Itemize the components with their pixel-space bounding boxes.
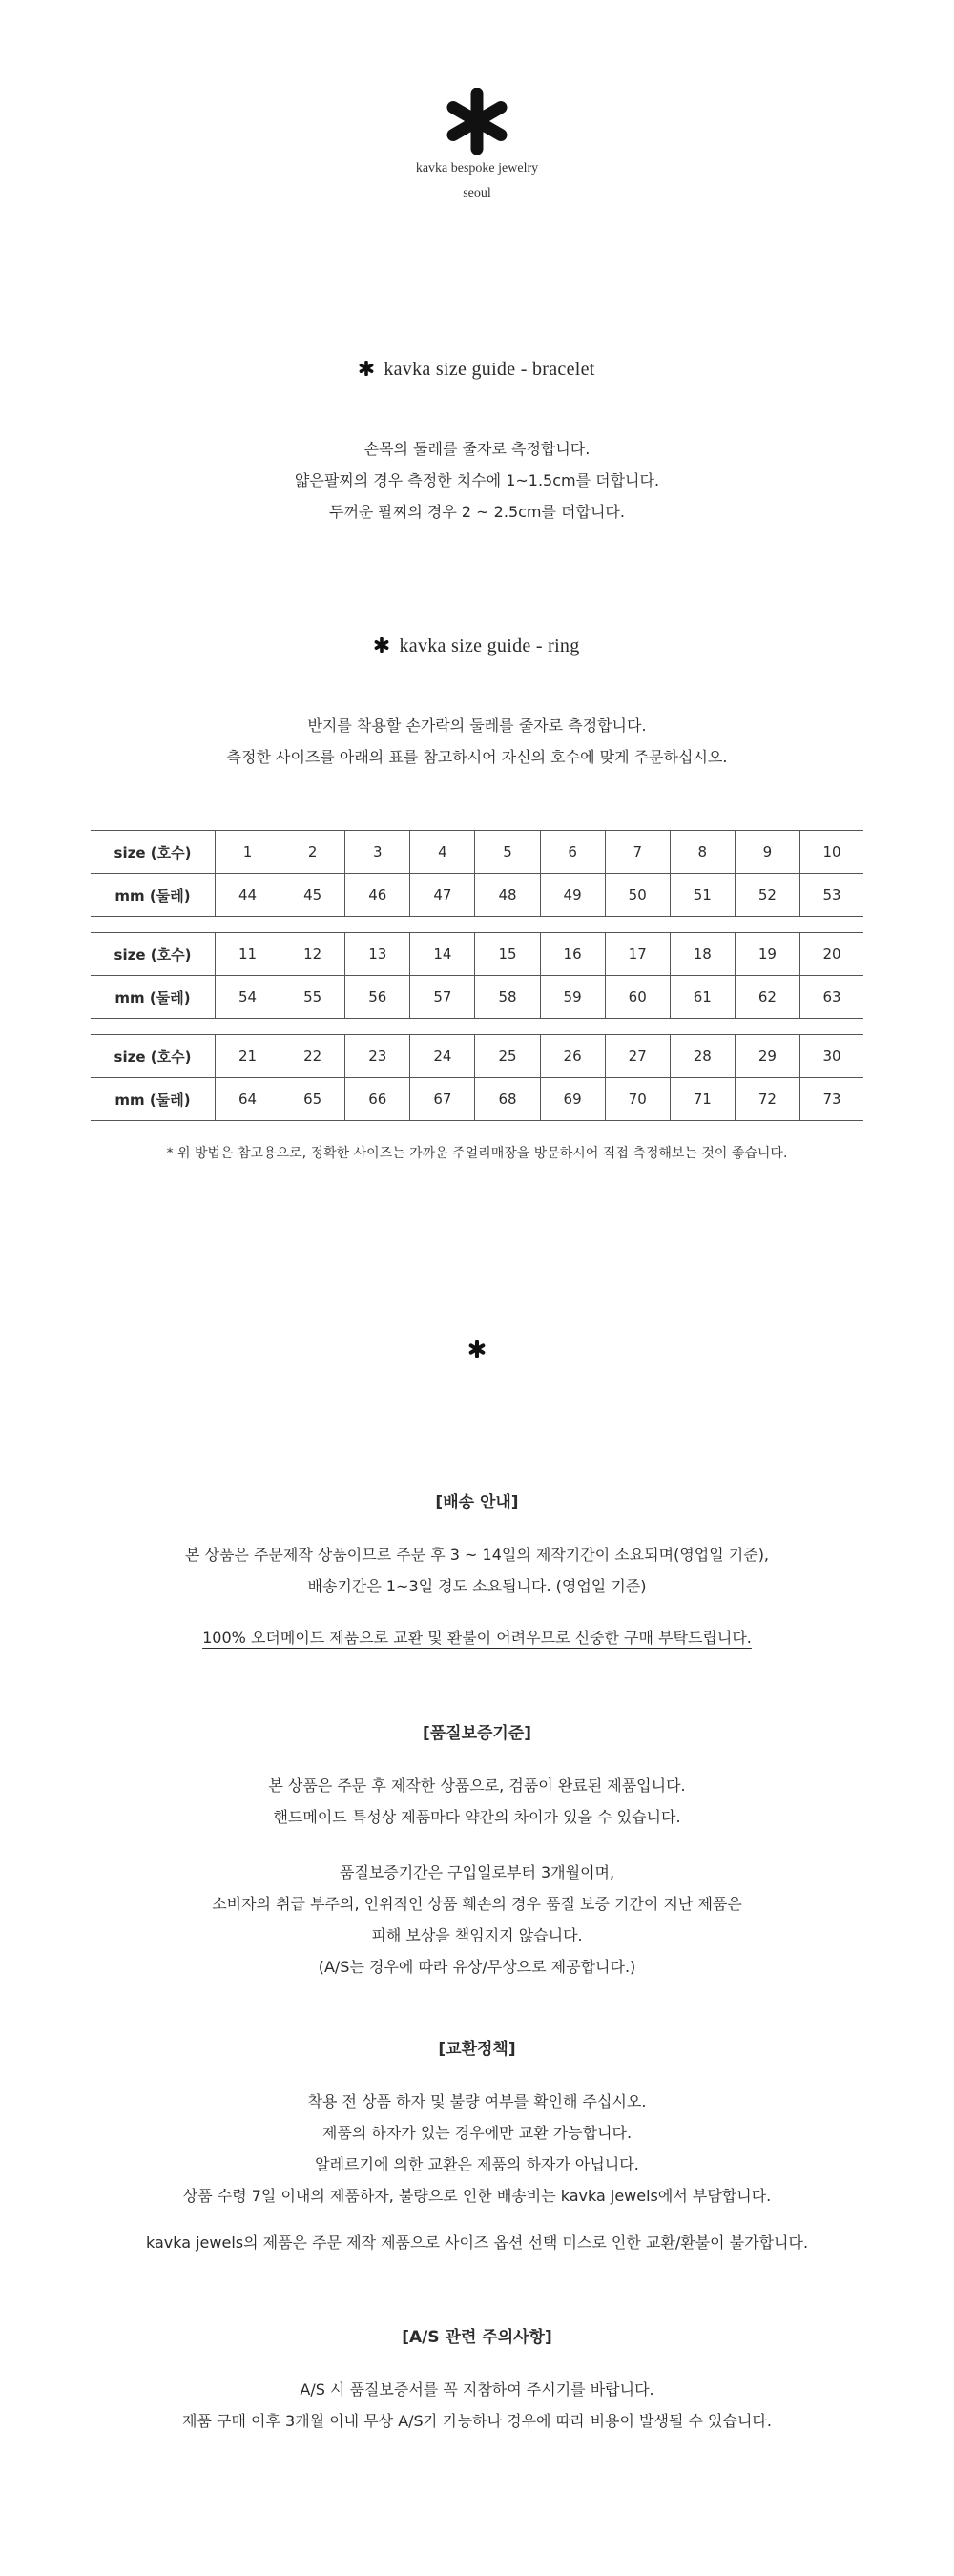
mm-cell: 67 bbox=[410, 1078, 475, 1121]
mm-row bbox=[91, 1078, 863, 1121]
ring-size-table-2 bbox=[91, 932, 863, 1019]
size-cell: 18 bbox=[670, 933, 735, 976]
quality-line: 핸드메이드 특성상 제품마다 약간의 차이가 있을 수 있습니다. bbox=[273, 1808, 681, 1826]
bracelet-line: 두꺼운 팔찌의 경우 2 ~ 2.5cm를 더합니다. bbox=[329, 503, 625, 521]
mm-cell: 60 bbox=[605, 976, 670, 1019]
exchange-line: 착용 전 상품 하자 및 불량 여부를 확인해 주십시오. bbox=[307, 2092, 647, 2110]
shipping-text bbox=[0, 1539, 954, 1602]
brand-name: kavka bespoke jewelry bbox=[415, 161, 539, 176]
mm-cell: 53 bbox=[799, 874, 863, 917]
mm-cell: 68 bbox=[475, 1078, 540, 1121]
size-label: size (호수) bbox=[91, 933, 216, 976]
as-line: A/S 시 품질보증서를 꼭 지참하여 주시기를 바랍니다. bbox=[300, 2380, 654, 2399]
size-cell: 17 bbox=[605, 933, 670, 976]
as-line: 제품 구매 이후 3개월 이내 무상 A/S가 가능하나 경우에 따라 비용이 발생될 수 있습니다. bbox=[182, 2412, 772, 2430]
size-cell: 2 bbox=[280, 831, 345, 874]
bracelet-line: 얇은팔찌의 경우 측정한 치수에 1~1.5cm를 더합니다. bbox=[294, 471, 660, 489]
mm-cell: 66 bbox=[345, 1078, 410, 1121]
quality-text-b bbox=[0, 1857, 954, 1983]
mm-cell: 71 bbox=[670, 1078, 735, 1121]
size-label: size (호수) bbox=[91, 831, 216, 874]
size-cell: 9 bbox=[735, 831, 799, 874]
size-label: size (호수) bbox=[91, 1035, 216, 1078]
as-heading: [A/S 관련 주의사항] bbox=[402, 2328, 552, 2347]
mm-cell: 51 bbox=[670, 874, 735, 917]
bracelet-guide-title bbox=[0, 359, 954, 381]
mm-label: mm (둘레) bbox=[91, 874, 216, 917]
quality-line: 피해 보상을 책임지지 않습니다. bbox=[371, 1926, 583, 1944]
mm-row bbox=[91, 976, 863, 1019]
exchange-extra-line: kavka jewels의 제품은 주문 제작 제품으로 사이즈 옵션 선택 미스로 인한 교환/환불이 불가합니다. bbox=[145, 2233, 809, 2252]
quality-line: 품질보증기간은 구입일로부터 3개월이며, bbox=[339, 1863, 615, 1881]
ring-guide-title-text: kavka size guide - ring bbox=[399, 635, 580, 656]
mm-cell: 73 bbox=[799, 1078, 863, 1121]
mm-cell: 59 bbox=[540, 976, 605, 1019]
size-cell: 25 bbox=[475, 1035, 540, 1078]
exchange-extra bbox=[0, 2227, 954, 2258]
mm-cell: 72 bbox=[735, 1078, 799, 1121]
mm-cell: 50 bbox=[605, 874, 670, 917]
mm-cell: 61 bbox=[670, 976, 735, 1019]
size-cell: 12 bbox=[280, 933, 345, 976]
size-cell: 14 bbox=[410, 933, 475, 976]
size-cell: 26 bbox=[540, 1035, 605, 1078]
exchange-heading: [교환정책] bbox=[438, 2040, 516, 2059]
size-row bbox=[91, 1035, 863, 1078]
asterisk-divider-icon bbox=[468, 1340, 486, 1358]
exchange-line: 상품 수령 7일 이내의 제품하자, 불량으로 인한 배송비는 kavka jewels에서 부담합니다. bbox=[182, 2187, 772, 2205]
size-cell: 22 bbox=[280, 1035, 345, 1078]
ring-size-table-1 bbox=[91, 830, 863, 917]
mm-cell: 48 bbox=[475, 874, 540, 917]
mm-cell: 46 bbox=[345, 874, 410, 917]
bracelet-line: 손목의 둘레를 줄자로 측정합니다. bbox=[363, 440, 591, 458]
quality-heading: [품질보증기준] bbox=[422, 1724, 532, 1743]
size-cell: 20 bbox=[799, 933, 863, 976]
shipping-notice bbox=[0, 1622, 954, 1653]
size-cell: 23 bbox=[345, 1035, 410, 1078]
exchange-text bbox=[0, 2086, 954, 2212]
size-row bbox=[91, 831, 863, 874]
ring-size-table-3 bbox=[91, 1034, 863, 1121]
asterisk-logo-icon bbox=[444, 88, 510, 155]
mm-cell: 44 bbox=[216, 874, 280, 917]
size-cell: 6 bbox=[540, 831, 605, 874]
size-cell: 27 bbox=[605, 1035, 670, 1078]
shipping-heading: [배송 안내] bbox=[435, 1493, 519, 1512]
ring-line: 반지를 착용할 손가락의 둘레를 줄자로 측정합니다. bbox=[307, 717, 647, 735]
shipping-line: 배송기간은 1~3일 경도 소요됩니다. (영업일 기준) bbox=[307, 1577, 647, 1595]
size-cell: 15 bbox=[475, 933, 540, 976]
quality-text-a bbox=[0, 1770, 954, 1833]
mm-cell: 62 bbox=[735, 976, 799, 1019]
mm-cell: 56 bbox=[345, 976, 410, 1019]
size-cell: 29 bbox=[735, 1035, 799, 1078]
as-text bbox=[0, 2374, 954, 2437]
quality-line: 본 상품은 주문 후 제작한 상품으로, 검품이 완료된 제품입니다. bbox=[268, 1776, 686, 1795]
mm-cell: 45 bbox=[280, 874, 345, 917]
ring-line: 측정한 사이즈를 아래의 표를 참고하시어 자신의 호수에 맞게 주문하십시오. bbox=[226, 748, 728, 766]
quality-line: (A/S는 경우에 따라 유상/무상으로 제공합니다.) bbox=[318, 1958, 636, 1976]
size-cell: 13 bbox=[345, 933, 410, 976]
size-cell: 24 bbox=[410, 1035, 475, 1078]
mm-label: mm (둘레) bbox=[91, 1078, 216, 1121]
size-cell: 4 bbox=[410, 831, 475, 874]
quality-line: 소비자의 취급 부주의, 인위적인 상품 훼손의 경우 품질 보증 기간이 지난 제품은 bbox=[212, 1895, 742, 1913]
mm-cell: 69 bbox=[540, 1078, 605, 1121]
size-cell: 30 bbox=[799, 1035, 863, 1078]
size-cell: 16 bbox=[540, 933, 605, 976]
ring-guide-title bbox=[0, 635, 954, 657]
mm-cell: 63 bbox=[799, 976, 863, 1019]
mm-cell: 57 bbox=[410, 976, 475, 1019]
ring-size-note: * 위 방법은 참고용으로, 정확한 사이즈는 가까운 주얼리매장을 방문하시어 직접 측정해보는 것이 좋습니다. bbox=[166, 1146, 788, 1161]
size-cell: 1 bbox=[216, 831, 280, 874]
size-cell: 5 bbox=[475, 831, 540, 874]
mm-cell: 64 bbox=[216, 1078, 280, 1121]
exchange-line: 제품의 하자가 있는 경우에만 교환 가능합니다. bbox=[321, 2124, 633, 2142]
brand-logo bbox=[0, 88, 954, 204]
brand-city: seoul bbox=[463, 186, 491, 200]
size-cell: 7 bbox=[605, 831, 670, 874]
mm-row bbox=[91, 874, 863, 917]
mm-cell: 55 bbox=[280, 976, 345, 1019]
size-cell: 10 bbox=[799, 831, 863, 874]
asterisk-bullet-icon bbox=[359, 361, 374, 376]
asterisk-bullet-icon bbox=[374, 637, 389, 653]
mm-cell: 54 bbox=[216, 976, 280, 1019]
size-cell: 8 bbox=[670, 831, 735, 874]
bracelet-guide-title-text: kavka size guide - bracelet bbox=[384, 359, 595, 380]
bracelet-guide-text bbox=[0, 433, 954, 528]
shipping-line: 본 상품은 주문제작 상품이므로 주문 후 3 ~ 14일의 제작기간이 소요되며(영업일 기준), bbox=[184, 1546, 770, 1564]
size-cell: 21 bbox=[216, 1035, 280, 1078]
ring-guide-text bbox=[0, 710, 954, 773]
size-cell: 19 bbox=[735, 933, 799, 976]
mm-cell: 52 bbox=[735, 874, 799, 917]
shipping-emphasis: 100% 오더메이드 제품으로 교환 및 환불이 어려우므로 신중한 구매 부탁드립니다. bbox=[202, 1629, 752, 1647]
exchange-line: 알레르기에 의한 교환은 제품의 하자가 아닙니다. bbox=[315, 2155, 639, 2173]
mm-cell: 58 bbox=[475, 976, 540, 1019]
mm-cell: 47 bbox=[410, 874, 475, 917]
size-row bbox=[91, 933, 863, 976]
section-divider bbox=[0, 1340, 954, 1362]
mm-cell: 65 bbox=[280, 1078, 345, 1121]
mm-label: mm (둘레) bbox=[91, 976, 216, 1019]
size-cell: 28 bbox=[670, 1035, 735, 1078]
mm-cell: 49 bbox=[540, 874, 605, 917]
mm-cell: 70 bbox=[605, 1078, 670, 1121]
size-cell: 11 bbox=[216, 933, 280, 976]
size-cell: 3 bbox=[345, 831, 410, 874]
